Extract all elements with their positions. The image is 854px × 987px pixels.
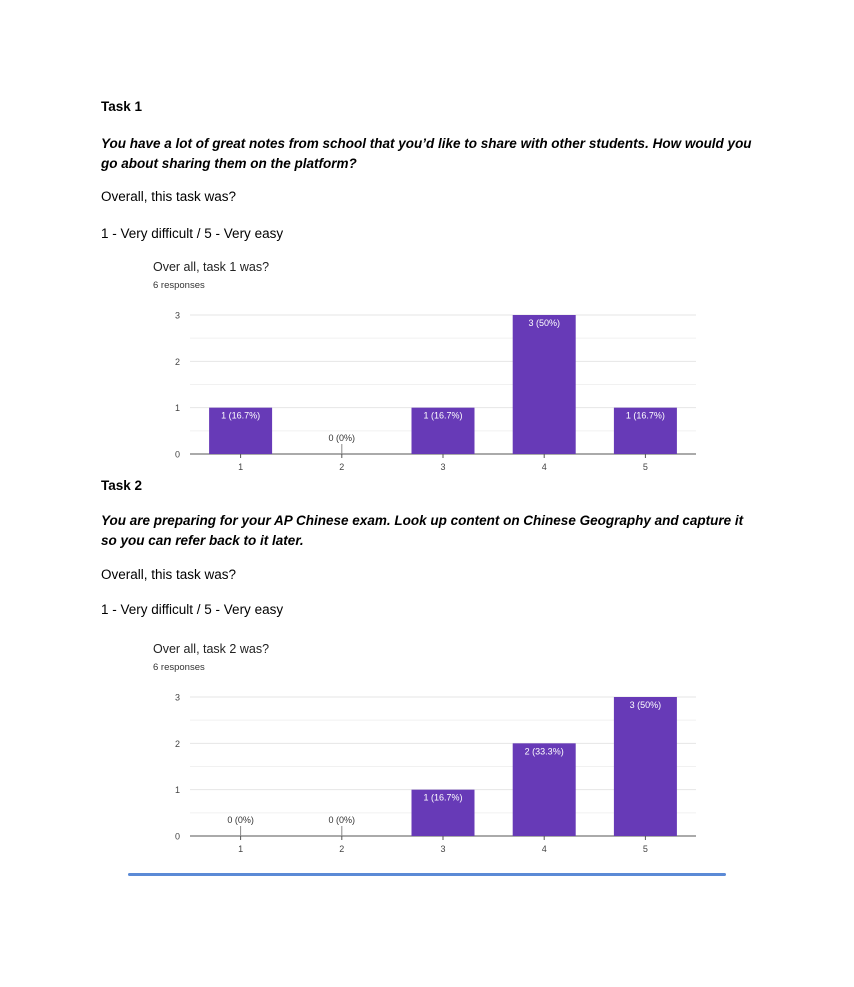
x-tick-label: 3 xyxy=(440,844,446,854)
bar-data-label: 2 (33.3%) xyxy=(524,746,564,757)
x-tick-label: 3 xyxy=(440,462,446,472)
task-1-prompt: Overall, this task was? xyxy=(101,189,237,204)
bar-data-label: 0 (0%) xyxy=(227,815,254,825)
bar-5 xyxy=(614,697,677,836)
task-2-bar-chart xyxy=(148,642,708,862)
task-1-title: Task 1 xyxy=(101,99,143,114)
y-tick-label: 0 xyxy=(174,831,180,842)
x-tick-label: 2 xyxy=(339,462,345,472)
x-tick-label: 2 xyxy=(339,844,345,854)
chart-title: Over all, task 2 was? xyxy=(153,642,270,656)
task-2-title: Task 2 xyxy=(101,478,143,493)
y-tick-label: 0 xyxy=(174,449,180,460)
x-tick-label: 1 xyxy=(238,844,244,854)
bar-4 xyxy=(513,315,576,454)
horizontal-divider xyxy=(128,873,726,876)
task-1-chart xyxy=(148,260,708,480)
task-2-scale: 1 - Very difficult / 5 - Very easy xyxy=(101,602,284,617)
bar-data-label: 3 (50%) xyxy=(629,700,662,710)
y-tick-label: 3 xyxy=(174,692,180,703)
bar-data-label: 3 (50%) xyxy=(528,318,560,328)
bar-data-label: 1 (16.7%) xyxy=(221,410,261,421)
bar-data-label: 1 (16.7%) xyxy=(625,410,665,421)
y-tick-label: 2 xyxy=(174,356,180,367)
x-tick-label: 1 xyxy=(238,462,244,472)
task-2-question: You are preparing for your AP Chinese exam. Look up content on Chinese Geography and capture it so you can refer back to it later. xyxy=(101,513,744,548)
y-tick-label: 2 xyxy=(174,738,180,749)
bar-data-label: 0 (0%) xyxy=(328,815,356,825)
bar-data-label: 1 (16.7%) xyxy=(423,792,463,803)
task-1-bar-chart xyxy=(148,260,708,480)
y-tick-label: 3 xyxy=(174,310,180,321)
task-1-question: You have a lot of great notes from school that you’d like to share with other students. How would you go about sharing them on the platform? xyxy=(101,136,752,171)
task-2-chart xyxy=(148,642,708,862)
x-tick-label: 4 xyxy=(541,844,547,854)
x-tick-label: 5 xyxy=(642,844,648,854)
bar-data-label: 0 (0%) xyxy=(328,433,356,443)
task-1-scale: 1 - Very difficult / 5 - Very easy xyxy=(101,226,284,241)
bar-4 xyxy=(513,743,576,836)
chart-responses: 6 responses xyxy=(153,662,205,673)
chart-title: Over all, task 1 was? xyxy=(153,260,270,274)
x-tick-label: 5 xyxy=(642,462,648,472)
y-tick-label: 1 xyxy=(174,403,180,414)
chart-responses: 6 responses xyxy=(153,280,205,291)
task-2-prompt: Overall, this task was? xyxy=(101,567,237,582)
x-tick-label: 4 xyxy=(541,462,547,472)
bar-data-label: 1 (16.7%) xyxy=(423,410,463,421)
y-tick-label: 1 xyxy=(174,785,180,796)
